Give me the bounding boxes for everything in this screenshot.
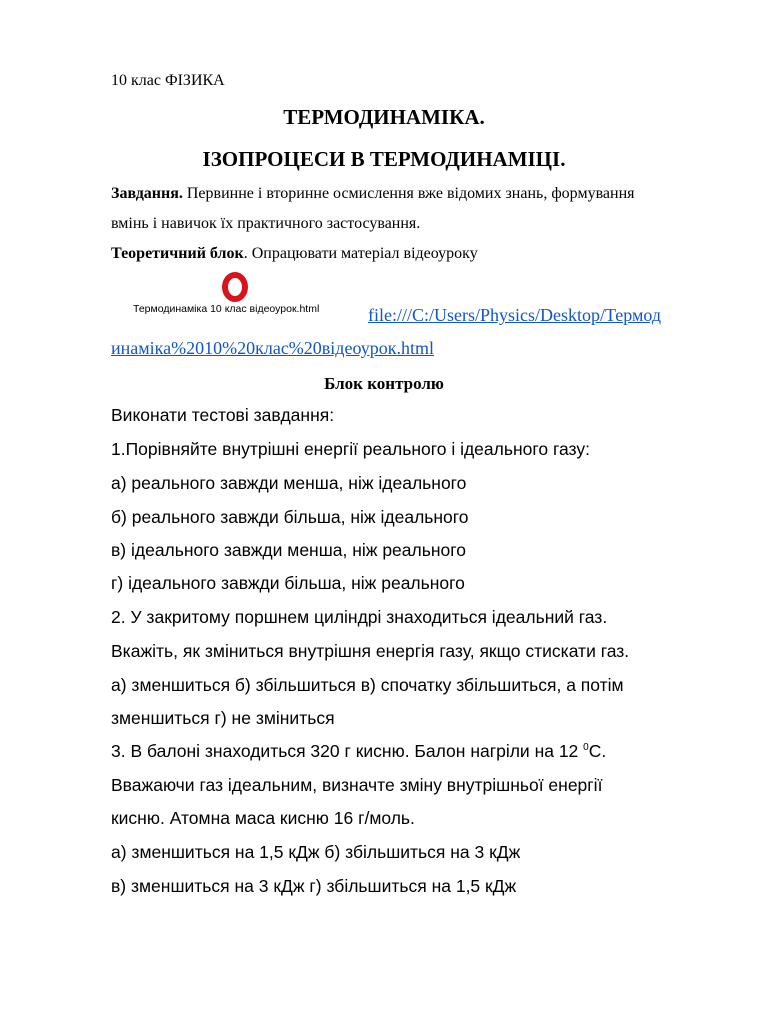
question-3-line-1 [111, 741, 606, 762]
test-line: кисню. Атомна маса кисню 16 г/моль. [111, 808, 415, 828]
task-text-1: Первинне і вторинне осмислення вже відомих знань, формування [182, 185, 635, 202]
q3-unit: С. [588, 741, 607, 761]
q3-text: 3. В балоні знаходиться 320 г кисню. Балон нагріли на 12 [111, 741, 584, 761]
video-link-line-1[interactable]: file:///C:/Users/Physics/Desktop/Термод [368, 305, 662, 325]
task-label: Завдання. [111, 185, 183, 202]
test-line: Вкажіть, як зміниться внутрішня енергія газу, якщо стискати газ. [111, 641, 630, 661]
degree-superscript: 0 [583, 742, 589, 754]
test-line: г) ідеального завжди більша, ніж реального [111, 573, 465, 593]
task-paragraph [111, 185, 635, 203]
theory-paragraph [111, 245, 478, 263]
test-line: б) реального завжди більша, ніж ідеального [111, 507, 469, 527]
task-text-2: вмінь і навичок їх практичного застосування. [111, 215, 421, 232]
control-intro: Виконати тестові завдання: [111, 405, 335, 425]
theory-label: Теоретичний блок [111, 245, 244, 262]
video-link-line-2[interactable]: инаміка%2010%20клас%20відеоурок.html [111, 338, 435, 358]
test-line: а) зменшиться на 1,5 кДж б) збільшиться на 3 кДж [111, 842, 521, 862]
attachment-filename: Термодинаміка 10 клас відеоурок.html [133, 303, 320, 315]
test-line: а) реального завжди менша, ніж ідеального [111, 473, 467, 493]
title-line-2: ІЗОПРОЦЕСИ В ТЕРМОДИНАМІЦІ. [202, 147, 566, 171]
grade-subject: 10 клас ФІЗИКА [111, 72, 225, 89]
title-line-1: ТЕРМОДИНАМІКА. [283, 105, 485, 129]
test-line: Вважаючи газ ідеальним, визначте зміну внутрішньої енергії [111, 775, 603, 795]
test-line: а) зменшиться б) збільшиться в) спочатку збільшиться, а потім [111, 675, 624, 695]
test-line: зменшиться г) не зміниться [111, 708, 335, 728]
opera-icon [222, 272, 248, 302]
test-line: 1.Порівняйте внутрішні енергії реального і ідеального газу: [111, 439, 590, 459]
attachment-object[interactable] [133, 272, 348, 320]
test-line: в) ідеального завжди менша, ніж реального [111, 540, 466, 560]
test-line: в) зменшиться на 3 кДж г) збільшиться на 1,5 кДж [111, 876, 517, 896]
test-line: 2. У закритому поршнем циліндрі знаходиться ідеальний газ. [111, 607, 608, 627]
control-heading: Блок контролю [324, 374, 444, 393]
theory-text: . Опрацювати матеріал відеоуроку [243, 245, 478, 262]
